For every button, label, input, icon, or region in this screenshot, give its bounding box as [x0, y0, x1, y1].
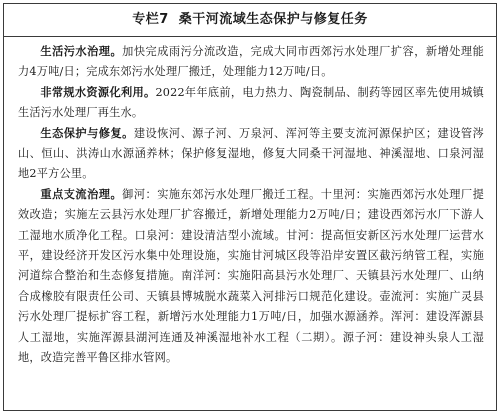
paragraph-text: 2022年年底前，电力热力、陶瓷制品、制药等园区率先使用城镇生活污水处理厂再生水。 — [18, 85, 484, 120]
paragraph-domestic-sewage — [18, 42, 484, 83]
column-content — [18, 42, 484, 369]
paragraph-text: 御河：实施东郊污水处理厂搬迁工程。十里河：实施西郊污水处理厂提效改造；实施左云县污水处理厂扩容搬迁，新增处理能力2万吨/日；建设西郊污水厂下游人工湿地水质净化工程。口泉河：建设清洁型小流域。甘河：提高恒安新区污水处理厂运营水平，建设经济开发区污水集中处理设施，实施甘河城区段等沿岸安置区截污纳管工程，实施河道综合整治和生态修复措施。南洋河：实施阳高县污水处理厂、天镇县污水处理厂、山纳合成橡胶有限责任公司、天镇县博城脱水蔬菜入河排污口规范化建设。壶流河：实施广灵县污水处理厂提标扩容工程，新增污水处理能力1万吨/日，加强水源涵养。浑河：建设浑源县人工湿地，实施浑源县湖河连通及神溪湿地补水工程（二期）。源子河：建设神头泉人工湿地，改造完善平鲁区排水管网。 — [18, 187, 485, 365]
paragraph-lead: 重点支流治理。 — [40, 187, 123, 201]
column-title: 桑干河流域生态保护与修复任务 — [178, 12, 368, 27]
paragraph-tributary-governance — [18, 185, 484, 369]
paragraph-lead: 非常规水资源化利用。 — [40, 85, 156, 99]
column-title-bar — [4, 4, 496, 37]
paragraph-text: 建设恢河、源子河、万泉河、浑河等主要支流河源保护区；建设管涔山、恒山、洪涛山水源涵养林；保护修复湿地，修复大同桑干河湿地、神溪湿地、口泉河湿地2平方公里。 — [18, 126, 484, 181]
paragraph-text: 加快完成雨污分流改造，完成大同市西郊污水处理厂扩容，新增处理能力4万吨/日；完成东郊污水处理厂搬迁，处理能力12万吨/日。 — [18, 45, 485, 79]
paragraph-lead: 生活污水治理。 — [40, 45, 123, 58]
paragraph-lead: 生态保护与修复。 — [40, 126, 134, 140]
paragraph-unconventional-water — [18, 83, 484, 124]
column-label: 专栏7 — [132, 12, 169, 27]
paragraph-ecological-restoration — [18, 124, 484, 185]
column-box — [3, 3, 497, 411]
